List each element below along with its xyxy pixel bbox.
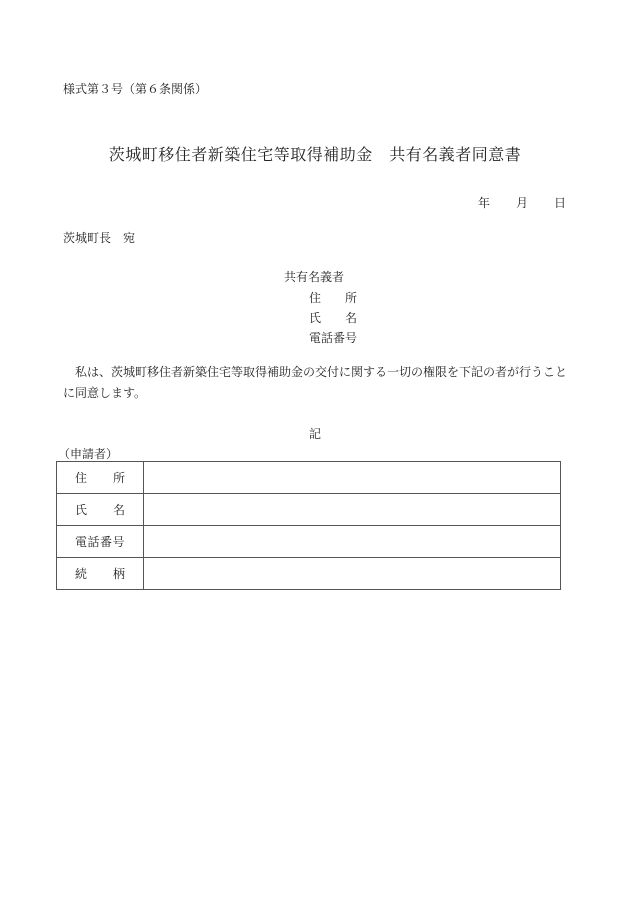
char: 氏 <box>309 311 322 325</box>
table-row <box>57 526 561 558</box>
applicant-name-field[interactable] <box>144 494 561 526</box>
applicant-label: （申請者） <box>58 447 119 461</box>
date-line <box>478 194 566 211</box>
addressee: 茨城町長 宛 <box>63 231 136 245</box>
date-month: 月 <box>515 196 528 210</box>
char: 住 <box>309 291 322 305</box>
char: 続 <box>75 567 88 581</box>
applicant-relationship-field[interactable] <box>144 558 561 590</box>
char: 所 <box>344 291 357 305</box>
table-row <box>57 558 561 590</box>
form-number: 様式第３号（第６条関係） <box>63 82 208 96</box>
char: 名 <box>112 503 125 517</box>
table-row <box>57 462 561 494</box>
applicant-address-label <box>57 462 144 494</box>
ki-heading: 記 <box>308 427 321 441</box>
applicant-name-label <box>57 494 144 526</box>
co-owner-name-label <box>309 309 357 326</box>
co-owner-phone-label: 電話番号 <box>309 331 358 345</box>
char: 柄 <box>112 567 125 581</box>
co-owner-address-label <box>309 289 357 306</box>
document-title: 茨城町移住者新築住宅等取得補助金 共有名義者同意書 <box>108 145 522 164</box>
co-owner-label: 共有名義者 <box>284 270 345 284</box>
applicant-phone-label <box>57 526 144 558</box>
char: 氏 <box>75 503 88 517</box>
applicant-relationship-label <box>57 558 144 590</box>
applicant-address-field[interactable] <box>144 462 561 494</box>
char: 名 <box>344 311 357 325</box>
char: 所 <box>112 471 125 485</box>
char: 住 <box>75 471 88 485</box>
table-row <box>57 494 561 526</box>
applicant-phone-field[interactable] <box>144 526 561 558</box>
applicant-table <box>56 461 561 590</box>
phone-label-text: 電話番号 <box>74 535 125 549</box>
date-day: 日 <box>553 196 566 210</box>
consent-statement: 私は、茨城町移住者新築住宅等取得補助金の交付に関する一切の権限を下記の者が行うことに同意します。 <box>63 365 568 400</box>
date-year: 年 <box>477 196 490 210</box>
